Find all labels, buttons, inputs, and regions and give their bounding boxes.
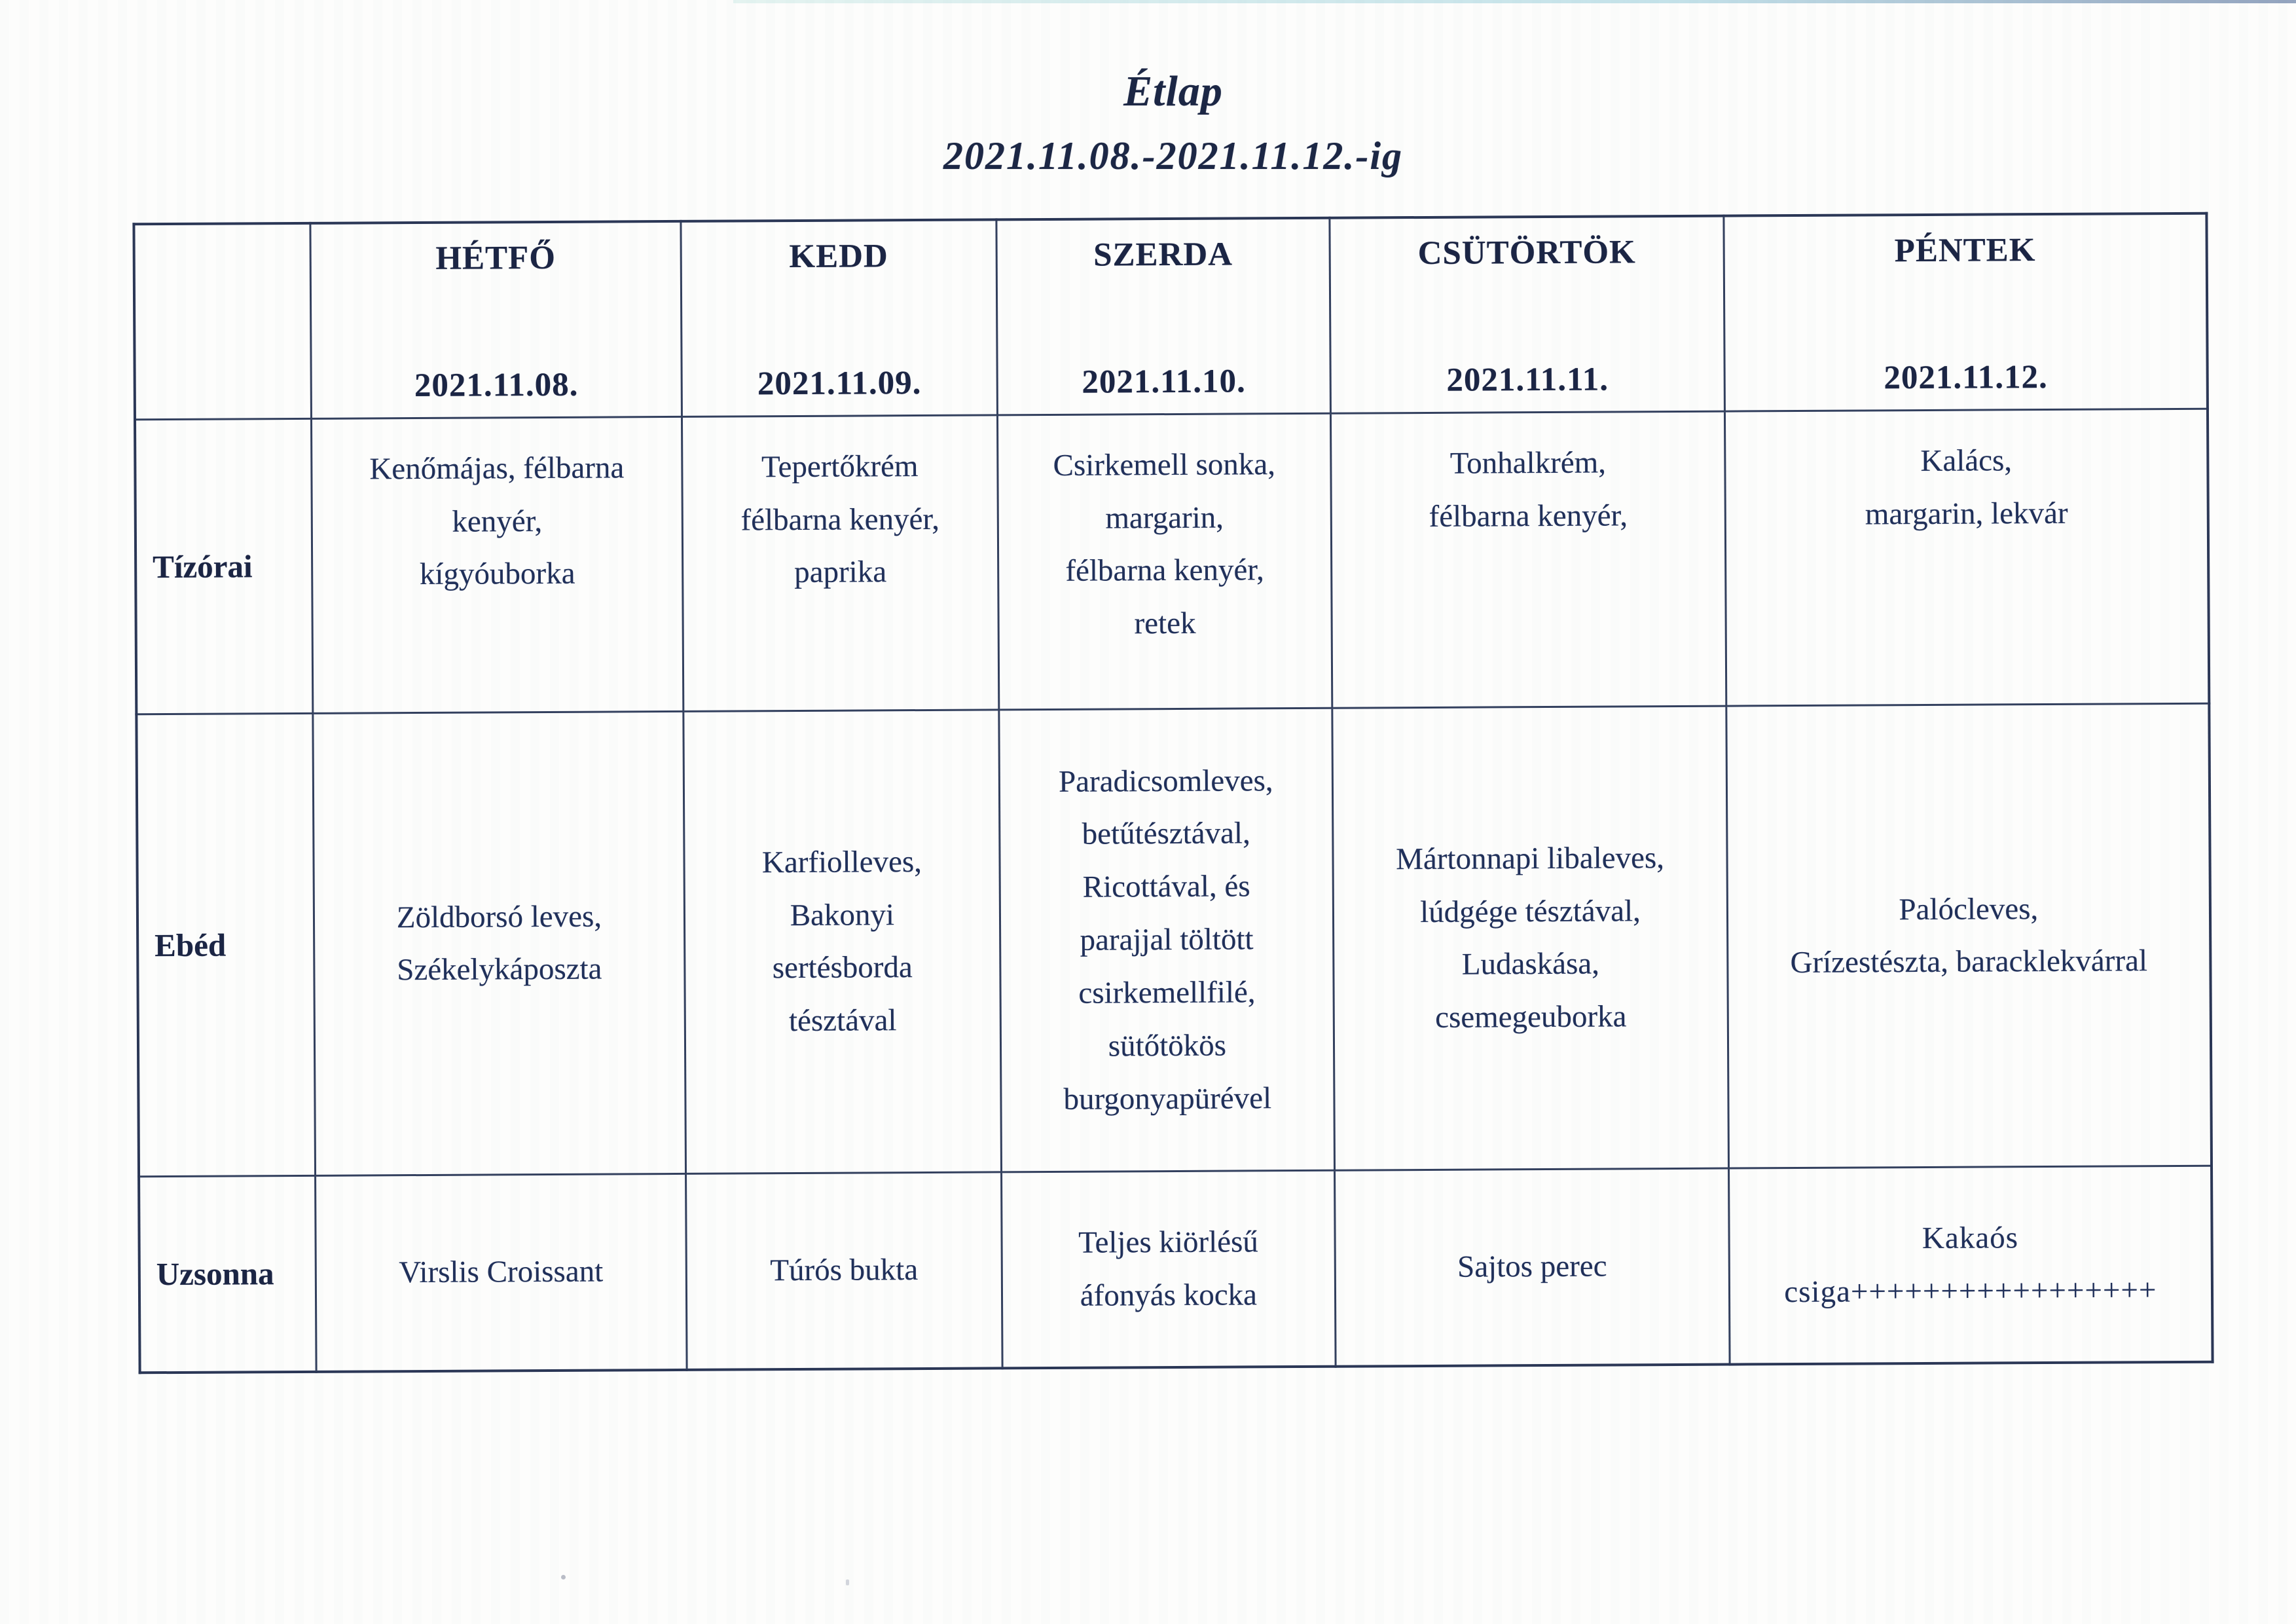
header-monday-content — [312, 224, 680, 416]
day-date-monday: 2021.11.08. — [414, 367, 579, 405]
scan-artifact-dot — [561, 1575, 566, 1579]
cell-uzsonna-tuesday: Túrós bukta — [686, 1172, 1002, 1369]
row-label-uzsonna: Uzsonna — [139, 1175, 316, 1373]
header-friday-content — [1725, 216, 2206, 409]
cell-ebed-friday: Palócleves, Grízestészta, baracklekvárral — [1726, 704, 2212, 1168]
cell-tizorai-thursday: Tonhalkrém, félbarna kenyér, — [1331, 411, 1726, 709]
header-friday — [1724, 213, 2208, 411]
day-name-friday: PÉNTEK — [1894, 232, 2036, 270]
header-thursday — [1330, 216, 1724, 413]
cell-ebed-wednesday: Paradicsomleves, betűtésztával, Ricottával, és parajjal töltött csirkemellfilé, sütőtökös burgonyapürével — [998, 709, 1334, 1172]
page-title: Étlap — [1123, 67, 1223, 115]
scan-artifact-top-edge — [733, 0, 2296, 3]
row-lunch — [136, 704, 2212, 1177]
day-name-monday: HÉTFŐ — [435, 240, 556, 278]
cell-tizorai-wednesday: Csirkemell sonka, margarin, félbarna kenyér, retek — [997, 413, 1332, 710]
cell-uzsonna-wednesday: Teljes kiörlésű áfonyás kocka — [1001, 1170, 1336, 1369]
day-date-wednesday: 2021.11.10. — [1082, 363, 1246, 401]
day-name-wednesday: SZERDA — [1093, 236, 1233, 274]
header-monday — [310, 221, 682, 418]
cell-tizorai-tuesday: Tepertőkrém félbarna kenyér, paprika — [682, 415, 999, 712]
day-date-tuesday: 2021.11.09. — [757, 365, 922, 403]
cell-uzsonna-friday: Kakaós csiga+++++++++++++++++ — [1728, 1166, 2212, 1365]
row-morning-snack — [135, 409, 2209, 714]
header-tuesday — [681, 219, 997, 416]
scan-artifact-dot — [846, 1579, 849, 1585]
day-name-thursday: CSÜTÖRTÖK — [1417, 234, 1636, 272]
header-tuesday-content — [683, 223, 996, 414]
cell-ebed-monday: Zöldborsó leves, Székelykáposzta — [312, 712, 685, 1175]
document-title-block — [136, 67, 2211, 179]
day-date-thursday: 2021.11.11. — [1446, 361, 1609, 399]
table-header-row — [134, 213, 2208, 420]
day-name-tuesday: KEDD — [789, 238, 888, 276]
header-wednesday — [996, 218, 1330, 415]
cell-tizorai-friday: Kalács, margarin, lekvár — [1724, 409, 2209, 707]
row-label-ebed: Ebéd — [136, 714, 315, 1177]
header-wednesday-content — [998, 221, 1329, 413]
row-afternoon-snack — [139, 1166, 2213, 1373]
cell-tizorai-monday: Kenőmájas, félbarna kenyér, kígyóuborka — [311, 416, 683, 714]
weekly-menu-table — [132, 212, 2214, 1375]
corner-cell — [134, 223, 311, 420]
cell-uzsonna-thursday: Sajtos perec — [1335, 1168, 1730, 1367]
cell-uzsonna-monday: Virslis Croissant — [315, 1173, 687, 1372]
cell-ebed-tuesday: Karfiolleves, Bakonyi sertésborda tésztával — [683, 710, 1001, 1173]
day-date-friday: 2021.11.12. — [1884, 359, 2048, 397]
cell-ebed-thursday: Mártonnapi libaleves, lúdgége tésztával, Ludaskása, csemegeuborka — [1332, 707, 1728, 1170]
row-label-tizorai: Tízórai — [135, 418, 312, 714]
header-thursday-content — [1332, 219, 1723, 411]
title-date-range: 2021.11.08.-2021.11.12.-ig — [943, 134, 1403, 177]
